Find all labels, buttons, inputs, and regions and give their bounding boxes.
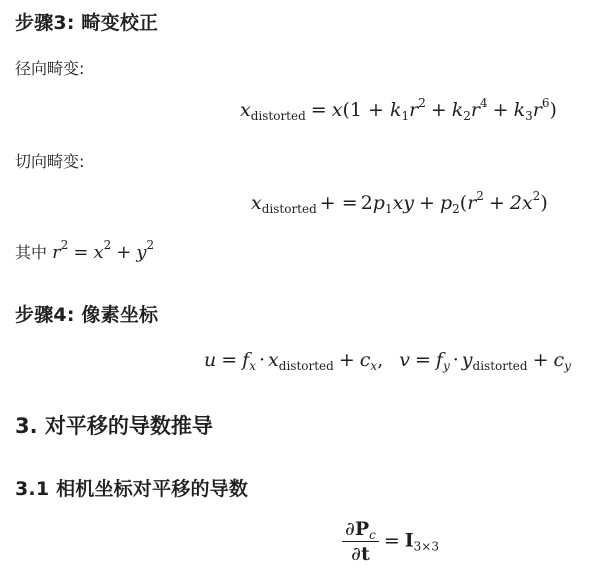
radial-distortion-label: 径向畸变:	[15, 59, 85, 78]
tangential-distortion-formula: $x_{distorted}$ + = $2p_1xy + p_2(r^2 + 2x^2)$	[251, 189, 548, 216]
derivative-formula: $\frac{\partial P_c}{\partial t}$ = $I_{3\times 3}$	[342, 518, 439, 565]
where-prefix: 其中	[15, 243, 53, 262]
r-squared-formula: $r^2 = x^2 + y^2$	[52, 238, 155, 263]
section31-heading: 3.1 相机坐标对平移的导数	[15, 478, 249, 500]
tangential-distortion-label: 切向畸变:	[15, 152, 85, 171]
derivative-fraction: $\frac{\partial P_c}{\partial t}$	[342, 518, 379, 565]
step4-heading: 步骤4: 像素坐标	[15, 304, 159, 326]
pixel-coordinate-formula: $u = f_x \cdot x_{distorted} + c_x$, $v = f_y \cdot y_{distorted} + c_y$	[204, 349, 571, 373]
section3-heading: 3. 对平移的导数推导	[15, 414, 213, 438]
step3-heading: 步骤3: 畸变校正	[15, 12, 159, 34]
where-definition	[15, 240, 154, 263]
radial-distortion-formula: $x_{distorted} = x(1 + k_1r^2 + k_2r^4 + k_3r^6)$	[240, 96, 557, 123]
